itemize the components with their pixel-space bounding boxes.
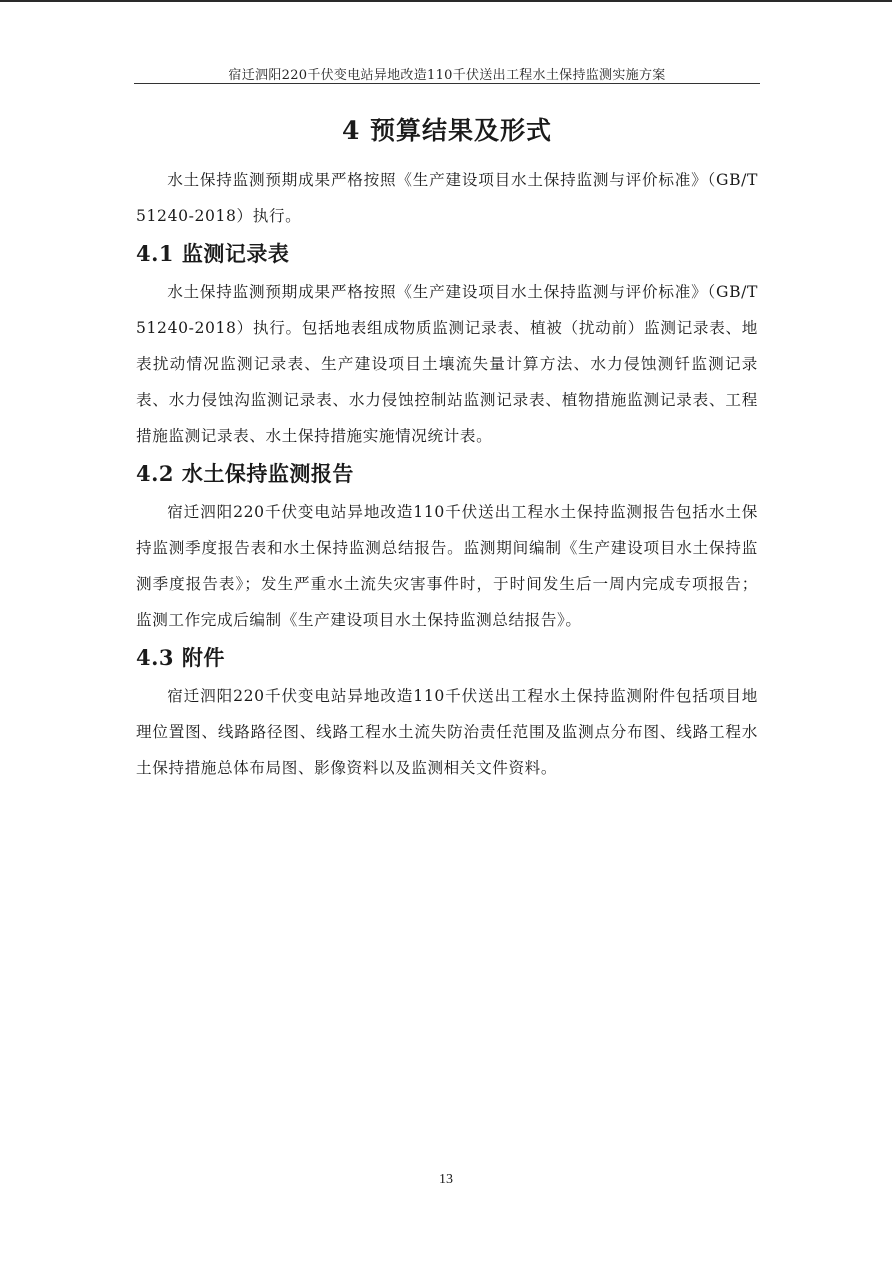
chapter-title: 4 预算结果及形式 — [341, 116, 553, 145]
section-title-4-3: 4.3 附件 — [136, 645, 225, 670]
running-header: 宿迁泗阳220千伏变电站异地改造110千伏送出工程水土保持监测实施方案 — [228, 68, 666, 83]
page-number: 13 — [439, 1172, 453, 1187]
document-body — [136, 112, 758, 786]
chapter-intro-paragraph: 水土保持监测预期成果严格按照《生产建设项目水土保持监测与评价标准》（GB/T 51240-2018）执行。 — [136, 171, 758, 225]
section-title-4-2: 4.2 水土保持监测报告 — [136, 461, 354, 486]
header-rule — [134, 83, 760, 84]
section-paragraph-4-3: 宿迁泗阳220千伏变电站异地改造110千伏送出工程水土保持监测附件包括项目地理位置图、线路路径图、线路工程水土流失防治责任范围及监测点分布图、线路工程水土保持措施总体布局图、影像资料以及监测相关文件资料。 — [136, 687, 758, 777]
section-paragraph-4-2: 宿迁泗阳220千伏变电站异地改造110千伏送出工程水土保持监测报告包括水土保持监测季度报告表和水土保持监测总结报告。监测期间编制《生产建设项目水土保持监测季度报告表》；发生严重水土流失灾害事件时，于时间发生后一周内完成专项报告；监测工作完成后编制《生产建设项目水土保持监测总结报告》。 — [136, 503, 758, 629]
section-title-4-1: 4.1 监测记录表 — [136, 241, 290, 266]
page-top-border — [0, 0, 892, 2]
section-paragraph-4-1: 水土保持监测预期成果严格按照《生产建设项目水土保持监测与评价标准》（GB/T 51240-2018）执行。包括地表组成物质监测记录表、植被（扰动前）监测记录表、地表扰动情况监测记录表、生产建设项目土壤流失量计算方法、水力侵蚀测钎监测记录表、水力侵蚀沟监测记录表、水力侵蚀控制站监测记录表、植物措施监测记录表、工程措施监测记录表、水土保持措施实施情况统计表。 — [136, 283, 758, 445]
